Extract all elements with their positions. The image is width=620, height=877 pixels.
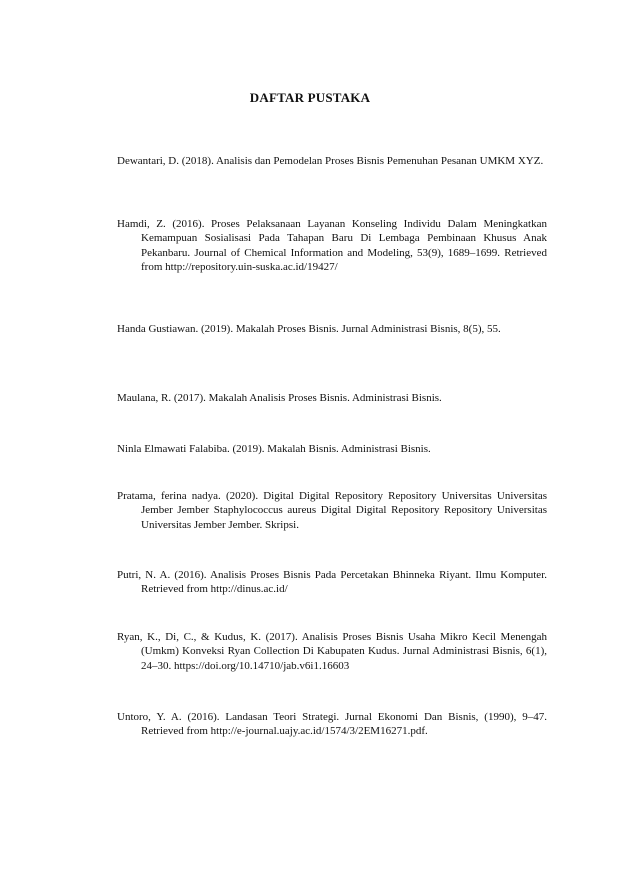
reference-entry: Hamdi, Z. (2016). Proses Pelaksanaan Layanan Konseling Individu Dalam Meningkatkan Kemampuan Sosialisasi Pada Tahapan Baru Di Lembaga Pembinaan Khusus Anak Pekanbaru. Journal of Chemical Information and Modeling, 53(9), 1689–1699. Retrieved from http://repository.uin-suska.ac.id/19427/ (117, 218, 547, 274)
reference-entry: Untoro, Y. A. (2016). Landasan Teori Strategi. Jurnal Ekonomi Dan Bisnis, (1990), 9–47. Retrieved from http://e-journal.uajy.ac.id/1574/3/2EM16271.pdf. (117, 711, 547, 738)
reference-entry: Handa Gustiawan. (2019). Makalah Proses Bisnis. Jurnal Administrasi Bisnis, 8(5), 55. (117, 323, 501, 335)
reference-entry: Dewantari, D. (2018). Analisis dan Pemodelan Proses Bisnis Pemenuhan Pesanan UMKM XYZ. (117, 155, 544, 167)
reference-entry: Ninla Elmawati Falabiba. (2019). Makalah Bisnis. Administrasi Bisnis. (117, 443, 431, 455)
reference-entry: Putri, N. A. (2016). Analisis Proses Bisnis Pada Percetakan Bhinneka Riyant. Ilmu Komputer. Retrieved from http://dinus.ac.id/ (117, 569, 547, 596)
reference-entry: Maulana, R. (2017). Makalah Analisis Proses Bisnis. Administrasi Bisnis. (117, 392, 442, 404)
reference-entry: Ryan, K., Di, C., & Kudus, K. (2017). Analisis Proses Bisnis Usaha Mikro Kecil Menengah (Umkm) Konveksi Ryan Collection Di Kabupaten Kudus. Jurnal Administrasi Bisnis, 6(1), 24–30. https://doi.org/10.14710/jab.v6i1.16603 (117, 631, 547, 672)
reference-entry: Pratama, ferina nadya. (2020). Digital Digital Repository Repository Universitas Universitas Jember Jember Staphylococcus aureus Digital Digital Repository Repository Universitas Universitas Jember Jember. Skripsi. (117, 490, 547, 531)
page-title: DAFTAR PUSTAKA (249, 90, 371, 105)
